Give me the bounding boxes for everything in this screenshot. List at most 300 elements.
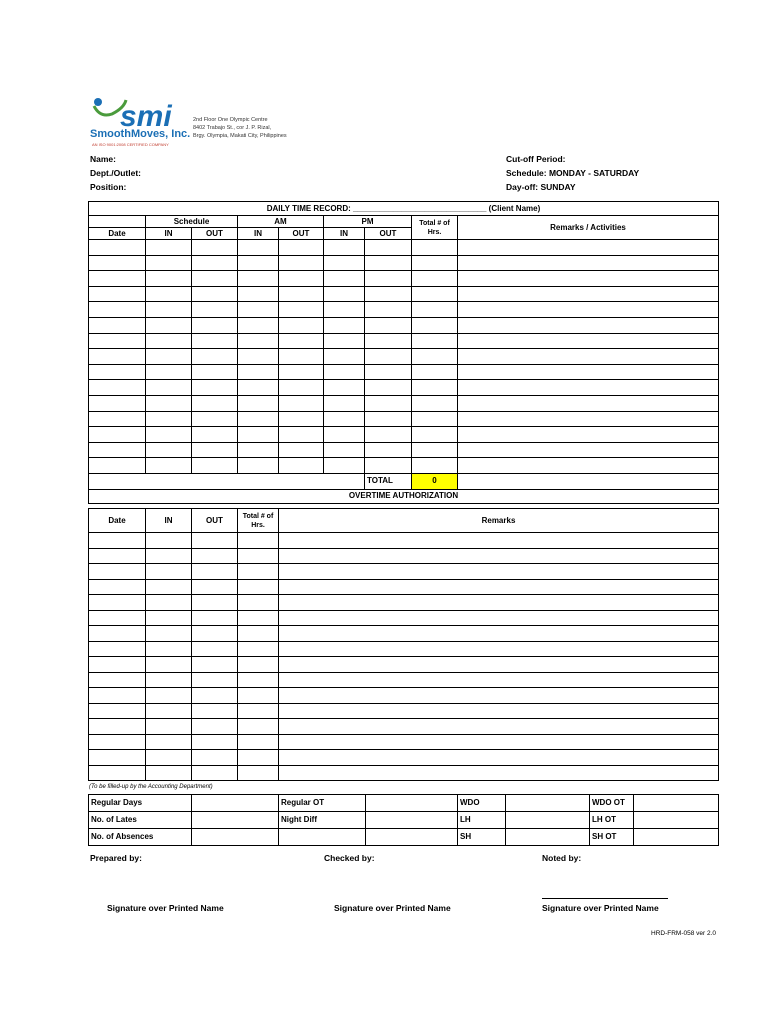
dtr-cell[interactable] xyxy=(238,240,279,256)
overtime-cell[interactable] xyxy=(238,734,279,750)
remarks-header: Remarks / Activities xyxy=(458,216,719,240)
dtr-cell[interactable] xyxy=(279,271,324,287)
dtr-cell[interactable] xyxy=(365,395,412,411)
accounting-note: (To be filled-up by the Accounting Department) xyxy=(89,784,213,790)
dtr-cell[interactable] xyxy=(324,380,365,396)
dtr-cell[interactable] xyxy=(324,333,365,349)
dtr-cell[interactable] xyxy=(412,240,458,256)
dtr-cell[interactable] xyxy=(458,333,719,349)
night-diff-label: Night Diff xyxy=(279,812,366,829)
overtime-cell[interactable] xyxy=(89,672,146,688)
dtr-row xyxy=(89,442,719,458)
overtime-table xyxy=(88,508,719,781)
wdo-value[interactable] xyxy=(506,795,590,812)
overtime-cell[interactable] xyxy=(89,703,146,719)
dtr-cell[interactable] xyxy=(279,349,324,365)
overtime-cell[interactable] xyxy=(192,750,238,766)
overtime-cell[interactable] xyxy=(89,564,146,580)
dtr-cell[interactable] xyxy=(238,271,279,287)
dtr-cell[interactable] xyxy=(279,427,324,443)
dtr-cell[interactable] xyxy=(192,411,238,427)
dtr-cell[interactable] xyxy=(365,364,412,380)
overtime-cell[interactable] xyxy=(238,719,279,735)
dtr-cell[interactable] xyxy=(458,286,719,302)
lates-value[interactable] xyxy=(192,812,279,829)
overtime-cell[interactable] xyxy=(279,548,719,564)
overtime-cell[interactable] xyxy=(146,579,192,595)
overtime-cell[interactable] xyxy=(146,595,192,611)
dtr-cell[interactable] xyxy=(192,364,238,380)
empty-value[interactable] xyxy=(366,829,458,846)
dtr-cell[interactable] xyxy=(238,302,279,318)
am-in-header: IN xyxy=(238,228,279,240)
dtr-cell[interactable] xyxy=(324,317,365,333)
dtr-cell[interactable] xyxy=(89,271,146,287)
overtime-cell[interactable] xyxy=(279,564,719,580)
dtr-cell[interactable] xyxy=(238,442,279,458)
overtime-cell[interactable] xyxy=(279,657,719,673)
dtr-cell[interactable] xyxy=(146,364,192,380)
dtr-cell[interactable] xyxy=(458,240,719,256)
dtr-cell[interactable] xyxy=(324,427,365,443)
dtr-cell[interactable] xyxy=(324,458,365,474)
dtr-cell[interactable] xyxy=(412,364,458,380)
dtr-cell[interactable] xyxy=(192,427,238,443)
noted-by-label: Noted by: xyxy=(542,853,582,863)
schedule-info xyxy=(506,152,639,194)
overtime-cell[interactable] xyxy=(146,750,192,766)
dtr-cell[interactable] xyxy=(146,240,192,256)
overtime-cell[interactable] xyxy=(192,595,238,611)
absences-value[interactable] xyxy=(192,829,279,846)
ot-in-header: IN xyxy=(146,509,192,533)
overtime-cell[interactable] xyxy=(192,657,238,673)
dtr-cell[interactable] xyxy=(192,442,238,458)
overtime-cell[interactable] xyxy=(146,703,192,719)
overtime-row xyxy=(89,719,719,735)
dtr-cell[interactable] xyxy=(324,364,365,380)
dtr-cell[interactable] xyxy=(238,427,279,443)
dtr-cell[interactable] xyxy=(458,411,719,427)
sh-ot-value[interactable] xyxy=(634,829,719,846)
dtr-row xyxy=(89,364,719,380)
dtr-cell[interactable] xyxy=(412,317,458,333)
overtime-cell[interactable] xyxy=(89,765,146,781)
dtr-cell[interactable] xyxy=(412,255,458,271)
overtime-row xyxy=(89,626,719,642)
overtime-cell[interactable] xyxy=(192,610,238,626)
overtime-cell[interactable] xyxy=(279,626,719,642)
ot-out-header: OUT xyxy=(192,509,238,533)
dtr-cell[interactable] xyxy=(192,380,238,396)
overtime-cell[interactable] xyxy=(238,688,279,704)
dtr-cell[interactable] xyxy=(89,302,146,318)
overtime-cell[interactable] xyxy=(192,579,238,595)
overtime-cell[interactable] xyxy=(192,564,238,580)
dtr-cell[interactable] xyxy=(146,302,192,318)
overtime-cell[interactable] xyxy=(279,595,719,611)
dtr-cell[interactable] xyxy=(146,458,192,474)
dtr-cell[interactable] xyxy=(365,271,412,287)
overtime-cell[interactable] xyxy=(238,564,279,580)
dtr-cell[interactable] xyxy=(89,458,146,474)
overtime-cell[interactable] xyxy=(89,750,146,766)
dtr-cell[interactable] xyxy=(89,286,146,302)
dtr-cell[interactable] xyxy=(365,333,412,349)
wdo-ot-label: WDO OT xyxy=(590,795,634,812)
overtime-cell[interactable] xyxy=(279,579,719,595)
overtime-cell[interactable] xyxy=(146,564,192,580)
dtr-cell[interactable] xyxy=(146,255,192,271)
noted-signature-line xyxy=(542,898,668,899)
dtr-cell[interactable] xyxy=(324,271,365,287)
overtime-row xyxy=(89,533,719,549)
am-out-header: OUT xyxy=(279,228,324,240)
sh-value[interactable] xyxy=(506,829,590,846)
cutoff-label: Cut-off Period: xyxy=(506,154,566,164)
dtr-cell[interactable] xyxy=(238,317,279,333)
overtime-cell[interactable] xyxy=(146,533,192,549)
overtime-cell[interactable] xyxy=(146,641,192,657)
dtr-cell[interactable] xyxy=(458,302,719,318)
overtime-cell[interactable] xyxy=(192,703,238,719)
dtr-cell[interactable] xyxy=(365,458,412,474)
overtime-cell[interactable] xyxy=(279,719,719,735)
lh-value[interactable] xyxy=(506,812,590,829)
overtime-cell[interactable] xyxy=(238,641,279,657)
wdo-ot-value[interactable] xyxy=(634,795,719,812)
date-header: Date xyxy=(89,228,146,240)
dtr-cell[interactable] xyxy=(192,395,238,411)
dtr-cell[interactable] xyxy=(324,349,365,365)
overtime-cell[interactable] xyxy=(146,657,192,673)
dtr-cell[interactable] xyxy=(192,271,238,287)
total-hrs-header: Total # of Hrs. xyxy=(412,216,458,240)
dtr-cell[interactable] xyxy=(458,317,719,333)
overtime-cell[interactable] xyxy=(192,734,238,750)
regular-ot-label: Regular OT xyxy=(279,795,366,812)
dtr-cell[interactable] xyxy=(458,427,719,443)
dtr-cell[interactable] xyxy=(238,255,279,271)
dtr-cell[interactable] xyxy=(324,240,365,256)
logo-mark: smi xyxy=(120,100,172,133)
dtr-cell[interactable] xyxy=(279,442,324,458)
dtr-cell[interactable] xyxy=(89,349,146,365)
dtr-cell[interactable] xyxy=(412,302,458,318)
overtime-cell[interactable] xyxy=(279,765,719,781)
dtr-cell[interactable] xyxy=(279,333,324,349)
dtr-cell[interactable] xyxy=(365,380,412,396)
dtr-cell[interactable] xyxy=(458,255,719,271)
overtime-cell[interactable] xyxy=(146,610,192,626)
dtr-cell[interactable] xyxy=(365,317,412,333)
dtr-cell[interactable] xyxy=(238,458,279,474)
company-address: 2nd Floor One Olympic Centre 8402 Trabajo St., cor J. P. Rizal, Brgy. Olympia, Makati City, Philippines xyxy=(193,117,287,139)
dtr-row xyxy=(89,317,719,333)
overtime-cell[interactable] xyxy=(238,548,279,564)
overtime-cell[interactable] xyxy=(89,626,146,642)
dtr-cell[interactable] xyxy=(279,240,324,256)
overtime-row xyxy=(89,688,719,704)
lh-ot-value[interactable] xyxy=(634,812,719,829)
am-header: AM xyxy=(238,216,324,228)
overtime-cell[interactable] xyxy=(279,734,719,750)
dtr-cell[interactable] xyxy=(412,349,458,365)
overtime-cell[interactable] xyxy=(279,688,719,704)
dtr-cell[interactable] xyxy=(89,427,146,443)
dtr-cell[interactable] xyxy=(146,442,192,458)
overtime-cell[interactable] xyxy=(146,548,192,564)
total-value[interactable]: 0 xyxy=(412,473,458,489)
overtime-cell[interactable] xyxy=(238,765,279,781)
dtr-cell[interactable] xyxy=(238,286,279,302)
overtime-row xyxy=(89,703,719,719)
dtr-cell[interactable] xyxy=(238,333,279,349)
overtime-cell[interactable] xyxy=(146,765,192,781)
overtime-cell[interactable] xyxy=(89,734,146,750)
overtime-rows xyxy=(89,533,719,781)
dtr-cell[interactable] xyxy=(146,349,192,365)
dtr-cell[interactable] xyxy=(146,286,192,302)
prepared-signature-label: Signature over Printed Name xyxy=(107,903,224,913)
dtr-cell[interactable] xyxy=(279,317,324,333)
sched-in-header: IN xyxy=(146,228,192,240)
dtr-cell[interactable] xyxy=(89,317,146,333)
overtime-cell[interactable] xyxy=(89,579,146,595)
dtr-cell[interactable] xyxy=(458,395,719,411)
dtr-cell[interactable] xyxy=(192,302,238,318)
dtr-cell[interactable] xyxy=(365,255,412,271)
ot-total-header: Total # of Hrs. xyxy=(238,509,279,533)
regular-days-label: Regular Days xyxy=(89,795,192,812)
lates-label: No. of Lates xyxy=(89,812,192,829)
dtr-cell[interactable] xyxy=(89,395,146,411)
regular-ot-value[interactable] xyxy=(366,795,458,812)
overtime-cell[interactable] xyxy=(89,533,146,549)
dtr-cell[interactable] xyxy=(146,317,192,333)
dtr-row xyxy=(89,255,719,271)
overtime-cell[interactable] xyxy=(192,672,238,688)
accounting-table xyxy=(88,794,719,846)
sh-label: SH xyxy=(458,829,506,846)
dtr-cell[interactable] xyxy=(458,364,719,380)
empty-label xyxy=(279,829,366,846)
overtime-title: OVERTIME AUTHORIZATION xyxy=(89,489,719,503)
dtr-cell[interactable] xyxy=(412,271,458,287)
dtr-cell[interactable] xyxy=(412,380,458,396)
overtime-row xyxy=(89,750,719,766)
overtime-row xyxy=(89,657,719,673)
dtr-cell[interactable] xyxy=(279,302,324,318)
dtr-cell[interactable] xyxy=(365,411,412,427)
dtr-cell[interactable] xyxy=(89,411,146,427)
overtime-cell[interactable] xyxy=(192,719,238,735)
dtr-cell[interactable] xyxy=(89,255,146,271)
dtr-cell[interactable] xyxy=(412,427,458,443)
dtr-cell[interactable] xyxy=(192,286,238,302)
overtime-cell[interactable] xyxy=(89,688,146,704)
lh-ot-label: LH OT xyxy=(590,812,634,829)
dtr-cell[interactable] xyxy=(324,442,365,458)
overtime-cell[interactable] xyxy=(146,688,192,704)
dtr-row xyxy=(89,411,719,427)
overtime-cell[interactable] xyxy=(89,595,146,611)
overtime-cell[interactable] xyxy=(89,719,146,735)
schedule-header: Schedule xyxy=(146,216,238,228)
dtr-cell[interactable] xyxy=(458,458,719,474)
dtr-cell[interactable] xyxy=(89,380,146,396)
total-label: TOTAL xyxy=(365,473,412,489)
dtr-cell[interactable] xyxy=(324,255,365,271)
form-code: HRD-FRM-058 ver 2.0 xyxy=(651,930,717,937)
dept-label: Dept./Outlet: xyxy=(90,168,141,178)
sched-out-header: OUT xyxy=(192,228,238,240)
overtime-cell[interactable] xyxy=(192,765,238,781)
dtr-cell[interactable] xyxy=(192,255,238,271)
dtr-cell[interactable] xyxy=(192,458,238,474)
dtr-cell[interactable] xyxy=(365,427,412,443)
overtime-cell[interactable] xyxy=(89,641,146,657)
overtime-cell[interactable] xyxy=(146,626,192,642)
absences-label: No. of Absences xyxy=(89,829,192,846)
overtime-cell[interactable] xyxy=(238,610,279,626)
dtr-title: DAILY TIME RECORD: ______________________________ (Client Name) xyxy=(89,202,719,216)
dtr-row xyxy=(89,395,719,411)
overtime-cell[interactable] xyxy=(89,548,146,564)
overtime-cell[interactable] xyxy=(192,626,238,642)
dtr-cell[interactable] xyxy=(89,240,146,256)
overtime-cell[interactable] xyxy=(89,610,146,626)
overtime-cell[interactable] xyxy=(238,750,279,766)
dtr-cell[interactable] xyxy=(412,442,458,458)
overtime-cell[interactable] xyxy=(192,641,238,657)
dtr-cell[interactable] xyxy=(89,442,146,458)
ot-date-header: Date xyxy=(89,509,146,533)
dtr-cell[interactable] xyxy=(365,442,412,458)
overtime-cell[interactable] xyxy=(279,641,719,657)
overtime-cell[interactable] xyxy=(279,703,719,719)
dtr-cell[interactable] xyxy=(146,333,192,349)
dayoff-text: Day-off: SUNDAY xyxy=(506,182,576,192)
dtr-cell[interactable] xyxy=(146,395,192,411)
overtime-cell[interactable] xyxy=(192,548,238,564)
dtr-cell[interactable] xyxy=(279,286,324,302)
dtr-cell[interactable] xyxy=(365,286,412,302)
dtr-cell[interactable] xyxy=(89,333,146,349)
dtr-cell[interactable] xyxy=(412,333,458,349)
dtr-cell[interactable] xyxy=(238,380,279,396)
employee-info xyxy=(90,152,141,194)
dtr-cell[interactable] xyxy=(238,395,279,411)
schedule-text: Schedule: MONDAY - SATURDAY xyxy=(506,168,640,178)
dtr-cell[interactable] xyxy=(458,380,719,396)
sh-ot-label: SH OT xyxy=(590,829,634,846)
regular-days-value[interactable] xyxy=(192,795,279,812)
wdo-label: WDO xyxy=(458,795,506,812)
dtr-cell[interactable] xyxy=(279,255,324,271)
overtime-cell[interactable] xyxy=(89,657,146,673)
overtime-row xyxy=(89,579,719,595)
dtr-cell[interactable] xyxy=(365,240,412,256)
dtr-cell[interactable] xyxy=(238,411,279,427)
overtime-cell[interactable] xyxy=(238,657,279,673)
overtime-row xyxy=(89,564,719,580)
night-diff-value[interactable] xyxy=(366,812,458,829)
dtr-cell[interactable] xyxy=(279,411,324,427)
dtr-cell[interactable] xyxy=(192,349,238,365)
dtr-cell[interactable] xyxy=(458,442,719,458)
dtr-cell[interactable] xyxy=(238,349,279,365)
dtr-cell[interactable] xyxy=(279,380,324,396)
dtr-cell[interactable] xyxy=(192,317,238,333)
overtime-cell[interactable] xyxy=(146,719,192,735)
company-name: SmoothMoves, Inc. xyxy=(90,128,191,140)
dtr-row xyxy=(89,286,719,302)
overtime-cell[interactable] xyxy=(146,672,192,688)
name-label: Name: xyxy=(90,154,116,164)
overtime-cell[interactable] xyxy=(238,626,279,642)
overtime-row xyxy=(89,641,719,657)
dtr-cell[interactable] xyxy=(412,286,458,302)
dtr-row xyxy=(89,240,719,256)
dtr-cell[interactable] xyxy=(365,349,412,365)
dtr-cell[interactable] xyxy=(146,411,192,427)
dtr-cell[interactable] xyxy=(192,240,238,256)
overtime-row xyxy=(89,548,719,564)
dtr-cell[interactable] xyxy=(458,271,719,287)
overtime-cell[interactable] xyxy=(238,672,279,688)
dtr-cell[interactable] xyxy=(365,302,412,318)
pm-out-header: OUT xyxy=(365,228,412,240)
dtr-cell[interactable] xyxy=(279,364,324,380)
overtime-cell[interactable] xyxy=(192,688,238,704)
dtr-cell[interactable] xyxy=(458,349,719,365)
overtime-cell[interactable] xyxy=(192,533,238,549)
dtr-row xyxy=(89,271,719,287)
overtime-cell[interactable] xyxy=(279,533,719,549)
dtr-cell[interactable] xyxy=(146,380,192,396)
dtr-cell[interactable] xyxy=(412,458,458,474)
dtr-row xyxy=(89,458,719,474)
dtr-cell[interactable] xyxy=(238,364,279,380)
dtr-cell[interactable] xyxy=(324,411,365,427)
overtime-cell[interactable] xyxy=(238,703,279,719)
dtr-cell[interactable] xyxy=(279,395,324,411)
dtr-cell[interactable] xyxy=(146,427,192,443)
overtime-row xyxy=(89,595,719,611)
dtr-cell[interactable] xyxy=(279,458,324,474)
overtime-cell[interactable] xyxy=(238,595,279,611)
ot-remarks-header: Remarks xyxy=(279,509,719,533)
dtr-cell[interactable] xyxy=(324,302,365,318)
dtr-rows xyxy=(89,240,719,474)
overtime-cell[interactable] xyxy=(238,533,279,549)
overtime-cell[interactable] xyxy=(238,579,279,595)
dtr-cell[interactable] xyxy=(192,333,238,349)
dtr-cell[interactable] xyxy=(324,395,365,411)
overtime-cell[interactable] xyxy=(146,734,192,750)
dtr-cell[interactable] xyxy=(324,286,365,302)
dtr-cell[interactable] xyxy=(146,271,192,287)
dtr-table xyxy=(88,201,719,504)
dtr-cell[interactable] xyxy=(89,364,146,380)
dtr-cell[interactable] xyxy=(412,411,458,427)
dtr-cell[interactable] xyxy=(412,395,458,411)
overtime-cell[interactable] xyxy=(279,672,719,688)
dtr-row xyxy=(89,333,719,349)
overtime-cell[interactable] xyxy=(279,750,719,766)
overtime-cell[interactable] xyxy=(279,610,719,626)
